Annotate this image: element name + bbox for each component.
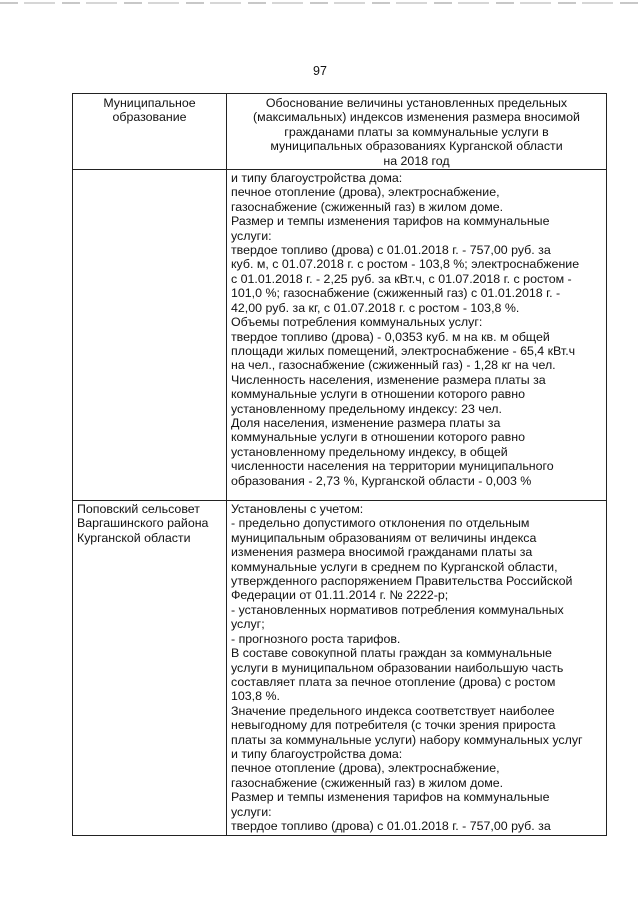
header-line: на 2018 год <box>383 153 450 168</box>
text-line: площади жилых помещений, электроснабжение - 65,4 кВт.ч <box>231 343 576 358</box>
text-line: печное отопление (дрова), электроснабжение, <box>231 761 500 776</box>
municipality-line: Поповский сельсовет <box>77 502 200 517</box>
text-line: Доля населения, изменение размера платы за <box>231 415 501 430</box>
text-line: твердое топливо (дрова) с 01.01.2018 г. - 757,00 руб. за <box>231 243 551 258</box>
text-line: услуг; <box>231 617 265 632</box>
text-line: и типу благоустройства дома: <box>231 171 403 186</box>
text-line: коммунальные услуги в отношении которого равно <box>231 430 525 445</box>
text-line: Установлены с учетом: <box>231 502 364 517</box>
text-line: установленному предельному индексу, в общей <box>231 444 508 459</box>
text-line: услуги: <box>231 804 272 819</box>
text-line: Объемы потребления коммунальных услуг: <box>231 315 483 330</box>
text-line: услуги: <box>231 228 272 243</box>
text-line: численности населения на территории муниципального <box>231 459 554 474</box>
header-municipality <box>73 94 227 170</box>
text-line: Размер и темпы изменения тарифов на коммунальные <box>231 790 550 805</box>
header-line: Муниципальное <box>103 96 196 110</box>
header-justification <box>227 94 607 170</box>
municipality-line: Варгашинского района <box>77 516 209 531</box>
text-line: невыгодному для потребителя (с точки зрения прироста <box>231 718 556 733</box>
header-line: гражданами платы за коммунальные услуги в <box>284 124 549 139</box>
tariff-justification-table <box>72 93 607 836</box>
table-row <box>73 501 607 836</box>
text-line: газоснабжение (сжиженный газ) в жилом доме. <box>231 199 504 214</box>
text-line: на чел., газоснабжение (сжиженный газ) - 1,28 кг на чел. <box>231 358 556 373</box>
text-line: куб. м, с 01.07.2018 г. с ростом - 103,8 %; электроснабжение <box>231 257 580 272</box>
text-line: услуги в муниципальном образовании наибольшую часть <box>231 660 564 675</box>
text-line: печное отопление (дрова), электроснабжение, <box>231 185 500 200</box>
text-line: - предельно допустимого отклонения по отдельным <box>231 516 530 531</box>
text-line: 42,00 руб. за кг, с 01.07.2018 г. с ростом - 103,8 %. <box>231 300 520 315</box>
text-line: газоснабжение (сжиженный газ) в жилом доме. <box>231 775 504 790</box>
justification-cell <box>227 170 607 501</box>
text-line: коммунальные услуги в среднем по Курганской области, <box>231 559 558 574</box>
header-line: муниципальных образованиях Курганской области <box>270 139 563 154</box>
text-line: образования - 2,73 %, Курганской области - 0,003 % <box>231 473 532 488</box>
table-header-row <box>73 94 607 170</box>
text-line: платы за коммунальные услуги) набору коммунальных услуг <box>231 732 583 747</box>
text-line: установленному предельному индексу: 23 чел. <box>231 401 502 416</box>
justification-cell <box>227 501 607 836</box>
text-line: утвержденного распоряжением Правительства Российской <box>231 574 573 589</box>
municipality-cell <box>73 170 227 501</box>
text-line: Федерации от 01.11.2014 г. № 2222-р; <box>231 588 449 603</box>
text-line: составляет плата за печное отопление (дрова) с ростом <box>231 674 556 689</box>
text-line: Численность населения, изменение размера платы за <box>231 372 546 387</box>
text-line: В составе совокупной платы граждан за коммунальные <box>231 646 552 661</box>
municipality-line: Курганской области <box>77 530 191 545</box>
table-row <box>73 170 607 501</box>
text-line: - установленных нормативов потребления коммунальных <box>231 602 564 617</box>
scan-edge-artifact <box>0 2 640 4</box>
text-line: 101,0 %; газоснабжение (сжиженный газ) с 01.01.2018 г. - <box>231 286 561 301</box>
text-line: с 01.01.2018 г. - 2,25 руб. за кВт.ч, с 01.07.2018 г. с ростом - <box>231 271 572 286</box>
text-line: - прогнозного роста тарифов. <box>231 631 401 646</box>
text-line: твердое топливо (дрова) с 01.01.2018 г. - 757,00 руб. за <box>231 818 551 833</box>
text-line: муниципальным образованиям от величины индекса <box>231 530 537 545</box>
municipality-cell <box>73 501 227 836</box>
text-line: твердое топливо (дрова) - 0,0353 куб. м на кв. м общей <box>231 329 550 344</box>
text-line: Размер и темпы изменения тарифов на коммунальные <box>231 214 550 229</box>
header-line: (максимальных) индексов изменения размера вносимой <box>253 110 580 125</box>
text-line: 103,8 %. <box>231 689 280 704</box>
text-line: изменения размера вносимой гражданами платы за <box>231 545 533 560</box>
header-line: Обоснование величины установленных предельных <box>265 96 568 110</box>
text-line: Значение предельного индекса соответствует наиболее <box>231 703 555 718</box>
text-line: коммунальные услуги в отношении которого равно <box>231 387 525 402</box>
page-number: 97 <box>313 64 327 78</box>
text-line: и типу благоустройства дома: <box>231 746 403 761</box>
header-line: образование <box>112 110 187 125</box>
